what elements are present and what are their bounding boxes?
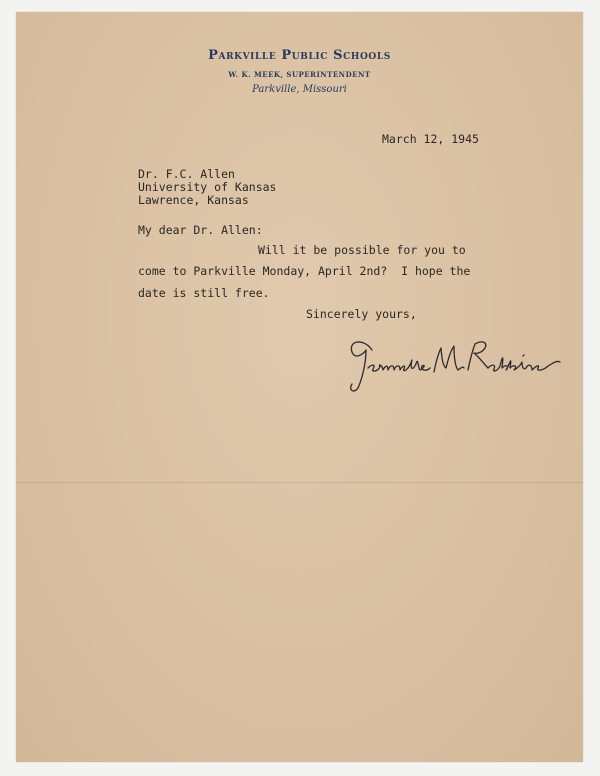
letter-sheet — [16, 12, 583, 762]
letterhead-location: Parkville, Missouri — [252, 84, 347, 95]
body-line-2: come to Parkville Monday, April 2nd? I hope the — [138, 264, 471, 278]
body-line-1: Will it be possible for you to — [258, 243, 466, 257]
letterhead-superintendent: W. K. MEEK, SUPERINTENDENT — [228, 70, 371, 79]
letterhead-organization: Parkville Public Schools — [208, 48, 391, 63]
recipient-institution: University of Kansas — [138, 180, 277, 194]
closing: Sincerely yours, — [306, 307, 417, 321]
fold-crease — [16, 482, 583, 483]
salutation: My dear Dr. Allen: — [138, 223, 263, 237]
handwritten-signature — [342, 324, 567, 404]
body-line-3: date is still free. — [138, 286, 270, 300]
recipient-name: Dr. F.C. Allen — [138, 167, 235, 181]
letter-date: March 12, 1945 — [382, 132, 479, 146]
recipient-city: Lawrence, Kansas — [138, 193, 249, 207]
